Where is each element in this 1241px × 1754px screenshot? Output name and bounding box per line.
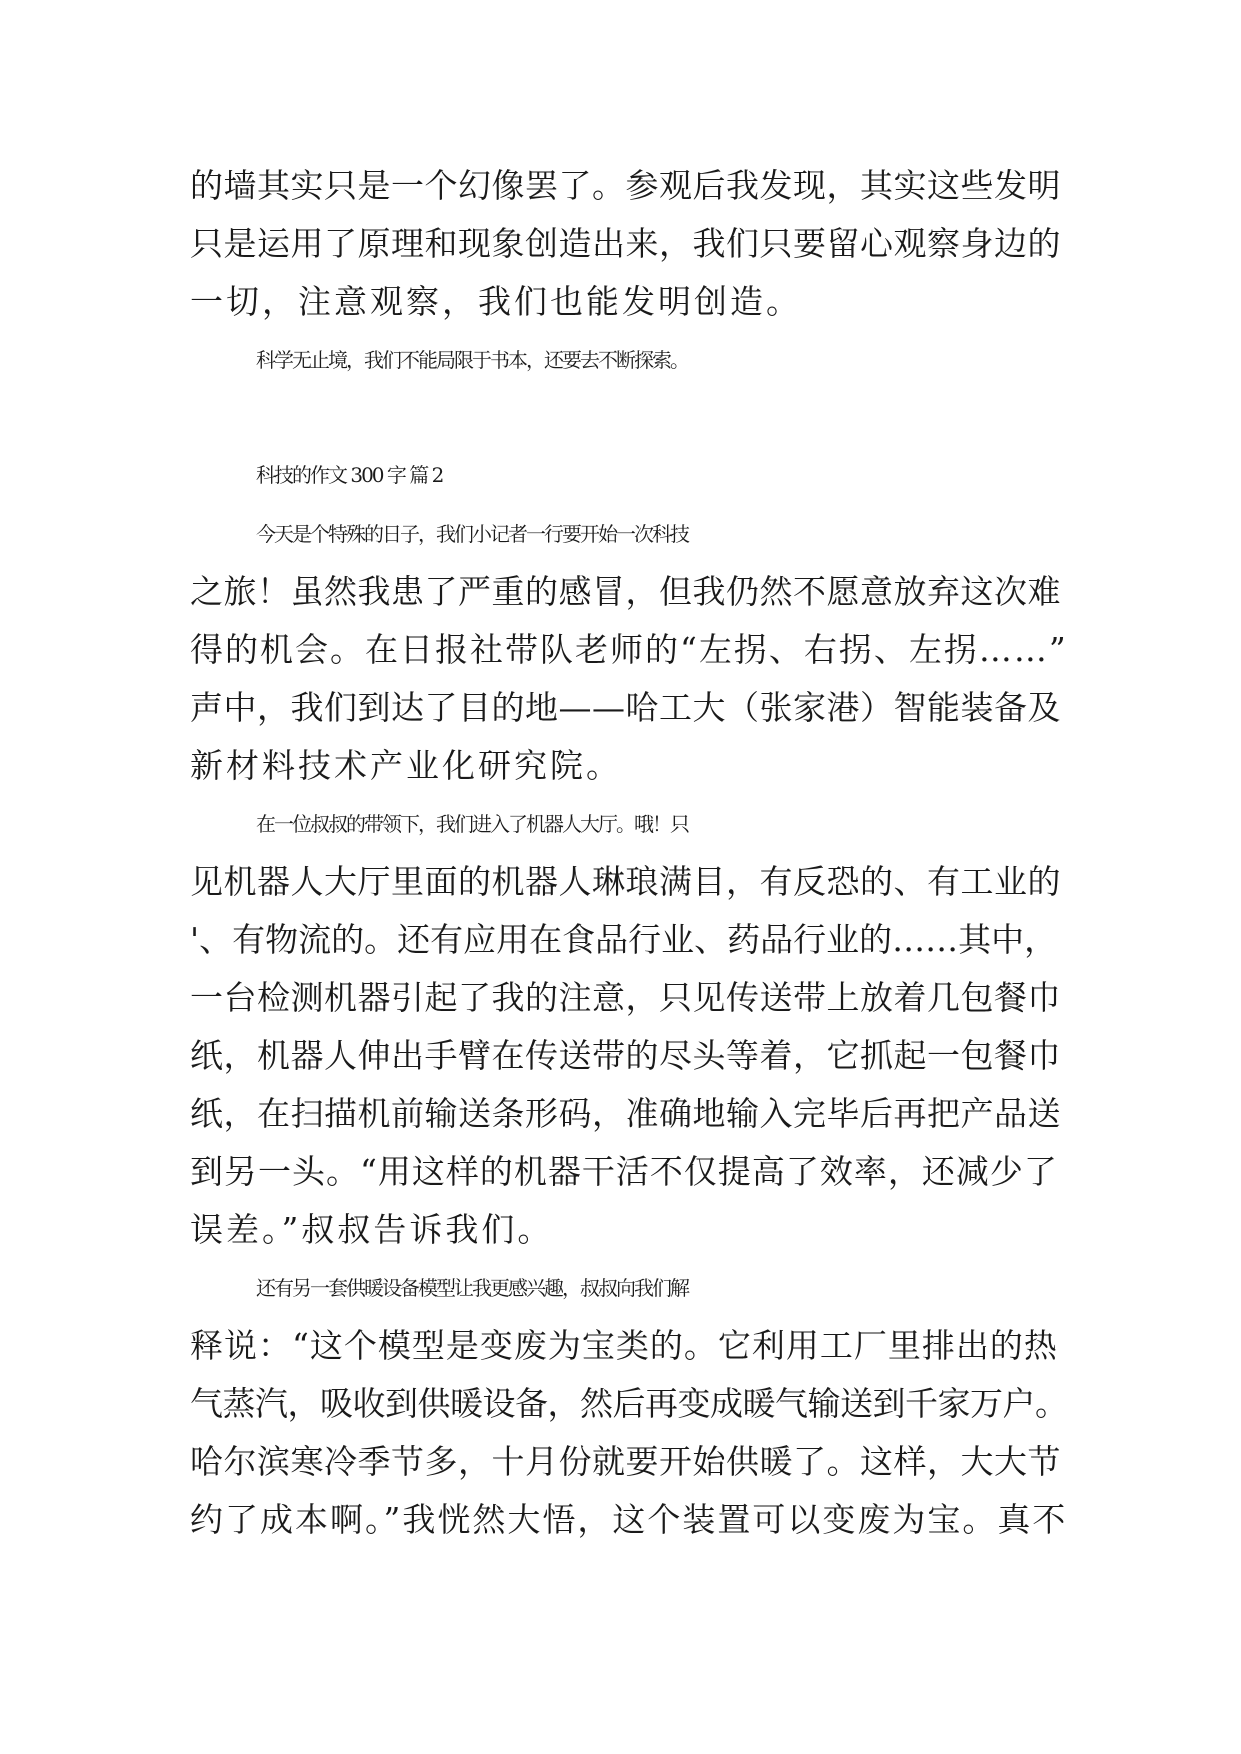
text-line: 纸，在扫描机前输送条形码，准确地输入完毕后再把产品送 bbox=[190, 1094, 1061, 1133]
text-line: 哈尔滨寒冷季节多，十月份就要开始供暖了。这样，大大节 bbox=[190, 1442, 1061, 1481]
text-line: '、有物流的。还有应用在食品行业、药品行业的……其中， bbox=[190, 920, 1058, 959]
text-line: 在一位叔叔的带领下，我们进入了机器人大厅。哦！只 bbox=[256, 812, 688, 836]
text-line: 之旅！虽然我患了严重的感冒，但我仍然不愿意放弃这次难 bbox=[190, 572, 1061, 611]
text-line: 见机器人大厅里面的机器人琳琅满目，有反恐的、有工业的 bbox=[190, 862, 1061, 901]
section-heading: 科技的作文 300 字 篇 2 bbox=[256, 463, 443, 487]
text-line: 的墙其实只是一个幻像罢了。参观后我发现，其实这些发明 bbox=[190, 166, 1061, 205]
text-line: 误差。”叔叔告诉我们。 bbox=[190, 1210, 554, 1249]
text-line: 新材料技术产业化研究院。 bbox=[190, 746, 622, 785]
text-line: 得的机会。在日报社带队老师的“左拐、右拐、左拐……” bbox=[190, 630, 1068, 669]
text-line: 一台检测机器引起了我的注意，只见传送带上放着几包餐巾 bbox=[190, 978, 1061, 1017]
text-line: 还有另一套供暖设备模型让我更感兴趣，叔叔向我们解 bbox=[256, 1276, 688, 1300]
text-line: 纸，机器人伸出手臂在传送带的尽头等着，它抓起一包餐巾 bbox=[190, 1036, 1061, 1075]
text-line: 声中，我们到达了目的地——哈工大（张家港）智能装备及 bbox=[190, 688, 1061, 727]
text-line: 约了成本啊。”我恍然大悟，这个装置可以变废为宝。真不 bbox=[190, 1500, 1068, 1539]
text-line: 今天是个特殊的日子，我们小记者一行要开始一次科技 bbox=[256, 522, 688, 546]
text-line: 科学无止境，我们不能局限于书本，还要去不断探索。 bbox=[256, 348, 688, 372]
text-line: 到另一头。“用这样的机器干活不仅提高了效率，还减少了 bbox=[190, 1152, 1058, 1191]
text-line: 释说：“这个模型是变废为宝类的。它利用工厂里排出的热 bbox=[190, 1326, 1058, 1365]
text-line: 只是运用了原理和现象创造出来，我们只要留心观察身边的 bbox=[190, 224, 1061, 263]
text-line: 一切，注意观察，我们也能发明创造。 bbox=[190, 282, 802, 321]
text-line: 气蒸汽，吸收到供暖设备，然后再变成暖气输送到千家万户。 bbox=[190, 1384, 1068, 1423]
